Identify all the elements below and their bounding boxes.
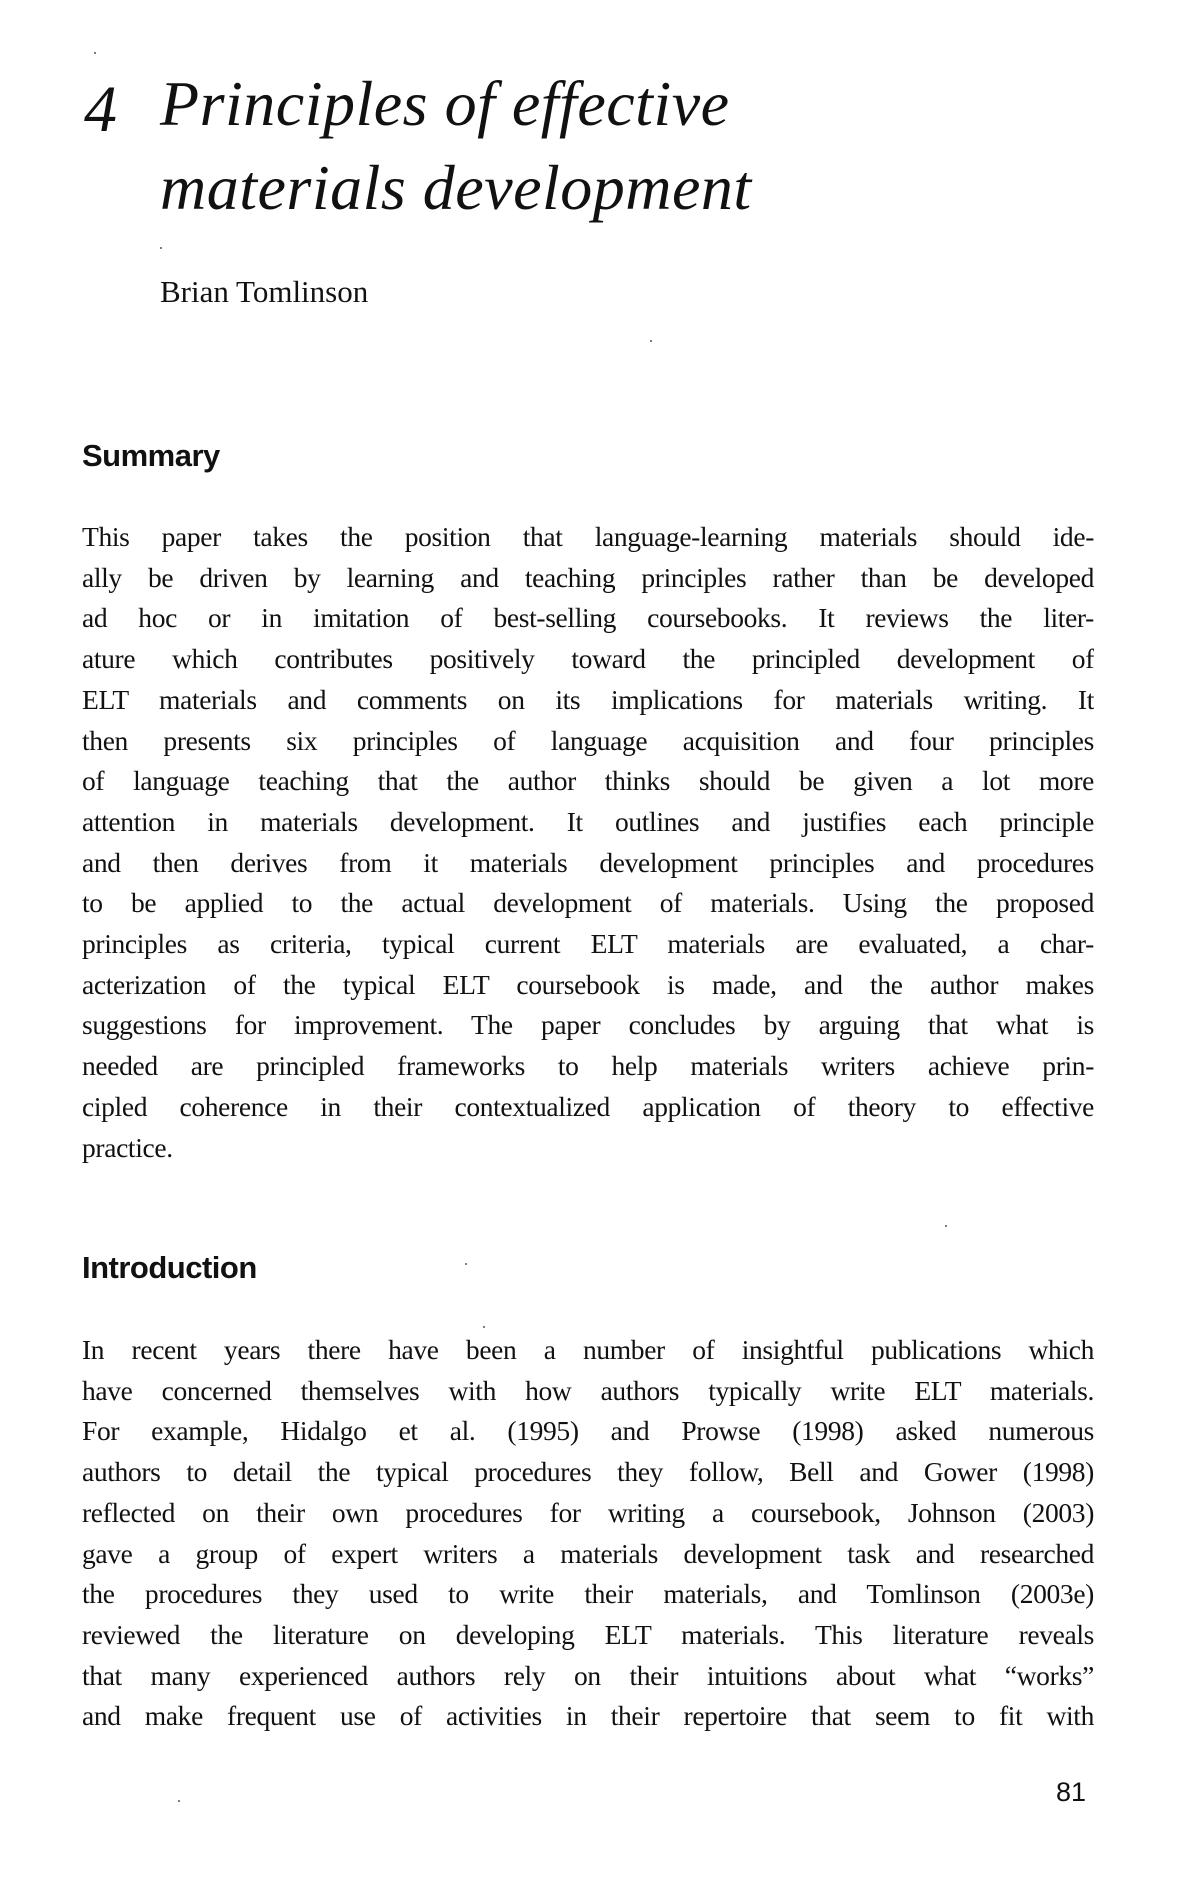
scan-speck xyxy=(483,1326,485,1328)
text-line: then presents six principles of language acquisition and four principles xyxy=(82,724,1094,756)
scan-speck xyxy=(650,340,652,342)
text-line: suggestions for improvement. The paper concludes by arguing that what is xyxy=(82,1009,1094,1041)
scan-speck xyxy=(160,247,162,249)
chapter-number: 4 xyxy=(84,73,117,146)
summary-heading: Summary xyxy=(82,438,220,473)
text-line: needed are principled frameworks to help materials writers achieve prin- xyxy=(82,1050,1094,1082)
chapter-title-line: Principles of effective xyxy=(160,68,730,139)
text-line: and then derives from it materials development principles and procedures xyxy=(82,846,1094,878)
text-line: authors to detail the typical procedures they follow, Bell and Gower (1998) xyxy=(82,1456,1094,1488)
author-name: Brian Tomlinson xyxy=(160,274,369,309)
text-line: attention in materials development. It outlines and justifies each principle xyxy=(82,805,1094,837)
text-line: reviewed the literature on developing ELT materials. This literature reveals xyxy=(82,1618,1094,1650)
text-line: gave a group of expert writers a materials development task and researched xyxy=(82,1537,1094,1569)
text-line: This paper takes the position that language-learning materials should ide- xyxy=(82,521,1094,552)
text-line: ally be driven by learning and teaching principles rather than be developed xyxy=(82,561,1094,593)
text-line: ature which contributes positively toward the principled development of xyxy=(82,643,1094,675)
text-line: ad hoc or in imitation of best-selling coursebooks. It reviews the liter- xyxy=(82,602,1094,634)
text-line: the procedures they used to write their materials, and Tomlinson (2003e) xyxy=(82,1578,1094,1610)
introduction-paragraph xyxy=(82,1330,1094,1737)
scan-speck xyxy=(178,1800,180,1802)
text-line: have concerned themselves with how authors typically write ELT materials. xyxy=(82,1374,1094,1406)
text-line: principles as criteria, typical current ELT materials are evaluated, a char- xyxy=(82,928,1094,960)
scan-speck xyxy=(945,1225,947,1227)
chapter-title xyxy=(160,62,752,230)
scan-speck xyxy=(465,1263,467,1265)
text-line: acterization of the typical ELT coursebook is made, and the author makes xyxy=(82,968,1094,1000)
text-line: reflected on their own procedures for writing a coursebook, Johnson (2003) xyxy=(82,1496,1094,1528)
text-line: and make frequent use of activities in their repertoire that seem to fit with xyxy=(82,1700,1094,1732)
text-line: of language teaching that the author thinks should be given a lot more xyxy=(82,765,1094,797)
text-line: to be applied to the actual development of materials. Using the proposed xyxy=(82,887,1094,919)
text-line: practice. xyxy=(82,1131,173,1163)
introduction-heading: Introduction xyxy=(82,1250,257,1285)
text-line: In recent years there have been a number of insightful publications which xyxy=(82,1334,1094,1365)
scan-speck xyxy=(94,52,96,54)
text-line: cipled coherence in their contextualized application of theory to effective xyxy=(82,1090,1094,1122)
summary-paragraph xyxy=(82,517,1094,1168)
text-line: For example, Hidalgo et al. (1995) and Prowse (1998) asked numerous xyxy=(82,1415,1094,1447)
chapter-title-line: materials development xyxy=(160,152,752,223)
text-line: that many experienced authors rely on their intuitions about what “works” xyxy=(82,1659,1094,1691)
text-line: ELT materials and comments on its implications for materials writing. It xyxy=(82,683,1094,715)
page-number: 81 xyxy=(1056,1777,1087,1807)
